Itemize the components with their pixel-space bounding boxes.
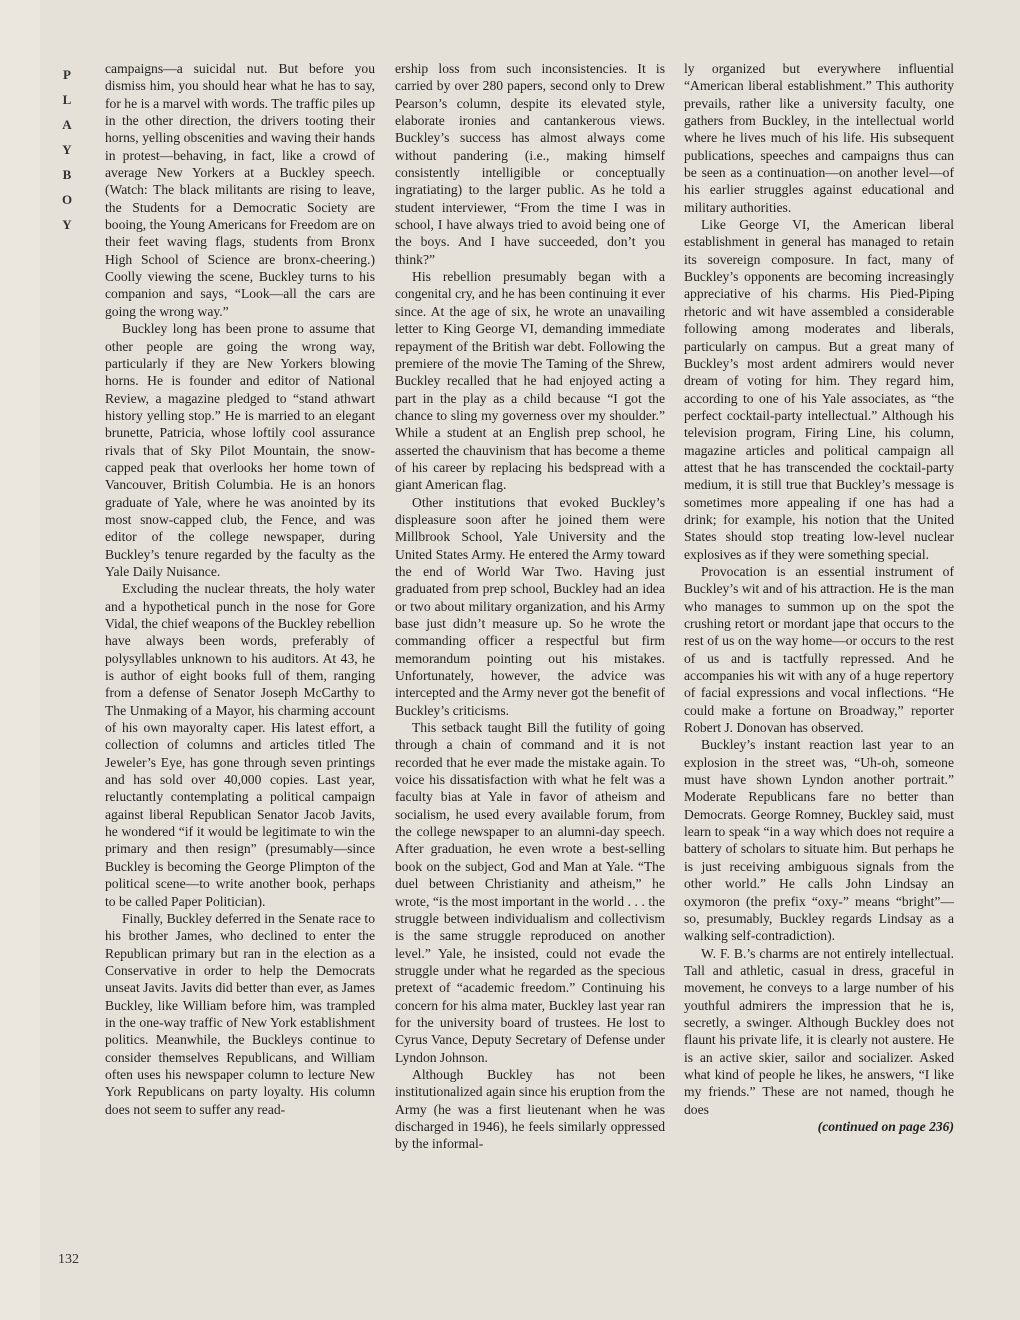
title-letter: Y (62, 217, 72, 232)
paragraph: Excluding the nuclear threats, the holy water and a hypothetical punch in the nose for Gore Vidal, the chief weapons of the Buckley rebellion have always been words, preferably of polysyllables unknown to his auditors. At 43, he is author of eight books full of them, ranging from a defense of Senator Joseph McCarthy to The Unmaking of a Mayor, his charming account of his own mayoralty caper. His latest effort, a collection of columns and articles titled The Jeweler’s Eye, has gone through seven printings and has sold over 40,000 copies. Last year, reluctantly contemplating a political campaign against liberal Republican Senator Jacob Javits, he wondered “if it would be legitimate to win the primary and then resign” (presumably—since Buckley is becoming the George Plimpton of the political scene—to write another book, perhaps to be called Paper Politician). (105, 581, 375, 909)
continued-on-page-link: (continued on page 236) (817, 1118, 954, 1134)
title-letter: L (62, 92, 72, 107)
paragraph: Although Buckley has not been institutionalized again since his eruption from the Army (he was a first lieutenant when he was discharged in 1946), he feels similarly oppressed by the informal- (395, 1066, 665, 1152)
article-column-3 (684, 60, 954, 1135)
title-letter: B (62, 167, 72, 182)
paragraph: ership loss from such inconsistencies. It is carried by over 280 papers, second only to Drew Pearson’s column, despite its elevated style, elaborate ironies and cantankerous views. Buckley’s success has almost always come without pandering (i.e., making himself consistently intelligible or conceptually ingratiating) to the larger public. As he told a student interviewer, “From the time I was in school, I have always tried to avoid being one of the boys. And I have succeeded, don’t you think?” (395, 61, 665, 267)
paragraph: campaigns—a suicidal nut. But before you dismiss him, you should hear what he has to say, for he is a marvel with words. The traffic piles up in the other direction, the drivers tooting their horns, yelling obscenities and waving their hands in protest—behaving, in fact, like a crowd of average New Yorkers at a Buckley speech. (Watch: The black militants are rising to leave, the Students for a Democratic Society are booing, the Young Americans for Freedom are on their feet waving flags, students from Bronx High School of Science are bronx-cheering.) Coolly viewing the scene, Buckley turns to his companion and says, “Look—all the cars are going the wrong way.” (105, 61, 375, 319)
title-letter: P (63, 67, 71, 82)
article-column-2 (395, 60, 665, 1153)
page-number: 132 (58, 1252, 79, 1267)
title-letter: A (62, 117, 72, 132)
paragraph: His rebellion presumably began with a congenital cry, and he has been continuing it ever since. At the age of six, he wrote an unavailing letter to King George VI, demanding immediate repayment of the British war debt. Following the premiere of the movie The Taming of the Shrew, Buckley recalled that he had enjoyed acting a part in the play as a child because “I got the chance to sling my governess over my shoulder.” While a student at an English prep school, he asserted the chauvinism that has become a theme of his career by replacing his bedspread with a giant American flag. (395, 269, 665, 493)
paragraph: This setback taught Bill the futility of going through a chain of command and it is not recorded that he ever made the mistake again. To voice his dissatisfaction with what he felt was a faculty bias at Yale in favor of atheism and socialism, he used every available forum, from the college newspaper to an alumni-day speech. After graduation, he even wrote a best-selling book on the subject, God and Man at Yale. “The duel between Christianity and atheism,” he wrote, “is the most important in the world . . . the struggle between individualism and collectivism is the same struggle reproduced on another level.” Yale, he insisted, could not evade the struggle under what he regarded as the specious pretext of “academic freedom.” Continuing his concern for his alma mater, Buckley last year ran for the university board of trustees. He lost to Cyrus Vance, Deputy Secretary of Defense under Lyndon Johnson. (395, 720, 665, 1065)
page-gutter (0, 0, 40, 1320)
paragraph: Buckley’s instant reaction last year to an explosion in the street was, “Uh-oh, someone must have shown Lyndon another portrait.” Moderate Republicans fare no better than Democrats. George Romney, Buckley said, must learn to speak “in a way which does not require a battery of scholars to situate him. But perhaps he is just receiving ambiguous signals from the other world.” He calls John Lindsay an oxymoron (the prefix “oxy-” means “bright”—so, presumably, Buckley regards Lindsay as a walking self-contradiction). (684, 737, 954, 944)
paragraph: Other institutions that evoked Buckley’s displeasure soon after he joined them were Millbrook School, Yale University and the United States Army. He entered the Army toward the end of World War Two. Having just graduated from prep school, Buckley had an idea or two about military organization, and his Army base just didn’t measure up. So he wrote the commanding officer a respectful but firm memorandum pointing out his mistakes. Unfortunately, however, the advice was intercepted and the Army never got the benefit of Buckley’s criticisms. (395, 494, 665, 718)
paragraph: Finally, Buckley deferred in the Senate race to his brother James, who declined to enter the Republican primary but ran in the election as a Conservative in order to help the Democrats unseat Javits. Javits did better than ever, as James Buckley, like William before him, was trampled in the one-way traffic of New York establishment politics. Meanwhile, the Buckleys continue to consider themselves Republicans, and William often uses his newspaper column to lecture New York Republicans on party loyalty. His column does not seem to suffer any read- (105, 910, 375, 1117)
article-column-1 (105, 60, 375, 1118)
paragraph: Provocation is an essential instrument of Buckley’s wit and of his attraction. He is the man who manages to summon up on the spot the crushing retort or mordant jape that occurs to the rest of us on the way home—or occurs to the rest of us and is tactfully repressed. And he accompanies his wit with any of a huge repertory of facial expressions and vocal inflections. “He could make a fortune on Broadway,” reporter Robert J. Donovan has observed. (684, 563, 954, 736)
paragraph: W. F. B.’s charms are not entirely intellectual. Tall and athletic, casual in dress, graceful in movement, he conveys to a large number of his youthful admirers the impression that he is, secretly, a swinger. Although Buckley does not flaunt his private life, it is clearly not austere. He is an active skier, sailor and socializer. Asked what kind of people he likes, he answers, “I like my friends.” These are not named, though he does (684, 945, 954, 1117)
paragraph: ly organized but everywhere influential “American liberal establishment.” This authority prevails, rather like a university faculty, one gathers from Buckley, in the intellectual world where he lives much of his life. His subsequent publications, speeches and campaigns thus can be seen as a continuation—on another level—of his earlier struggles against educational and military authorities. (684, 61, 954, 215)
title-letter: O (61, 192, 73, 207)
paragraph: Like George VI, the American liberal establishment in general has managed to retain its sovereign composure. In fact, many of Buckley’s opponents are becoming increasingly appreciative of his charms. His Pied-Piping rhetoric and wit have assembled a considerable following among moderates and liberals, particularly on campus. But a great many of Buckley’s most ardent admirers would never dream of voting for him. They regard him, according to one of his Yale associates, as “the perfect cocktail-party intellectual.” Although his television program, Firing Line, his column, magazine articles and political campaign all attest that he has transcended the cocktail-party medium, it is still true that Buckley’s message is sometimes more appealing if one has had a drink; for example, his notion that the United States should stop treating low-level nuclear explosives as if they were something special. (684, 217, 954, 562)
magazine-title-vertical (58, 62, 76, 237)
paragraph: Buckley long has been prone to assume that other people are going the wrong way, particularly if they are New Yorkers blowing horns. He is founder and editor of National Review, a magazine pledged to “stand athwart history yelling stop.” He is married to an elegant brunette, Patricia, whose loftily cool assurance rivals that of Sky Pilot Mountain, the snow-capped peak that overlooks her home town of Vancouver, British Columbia. He is an honors graduate of Yale, where he was anointed by its most snow-capped club, the Fence, and was editor of the college newspaper, during Buckley’s tenure regarded by the faculty as the Yale Daily Nuisance. (105, 321, 375, 579)
title-letter: Y (62, 142, 72, 157)
